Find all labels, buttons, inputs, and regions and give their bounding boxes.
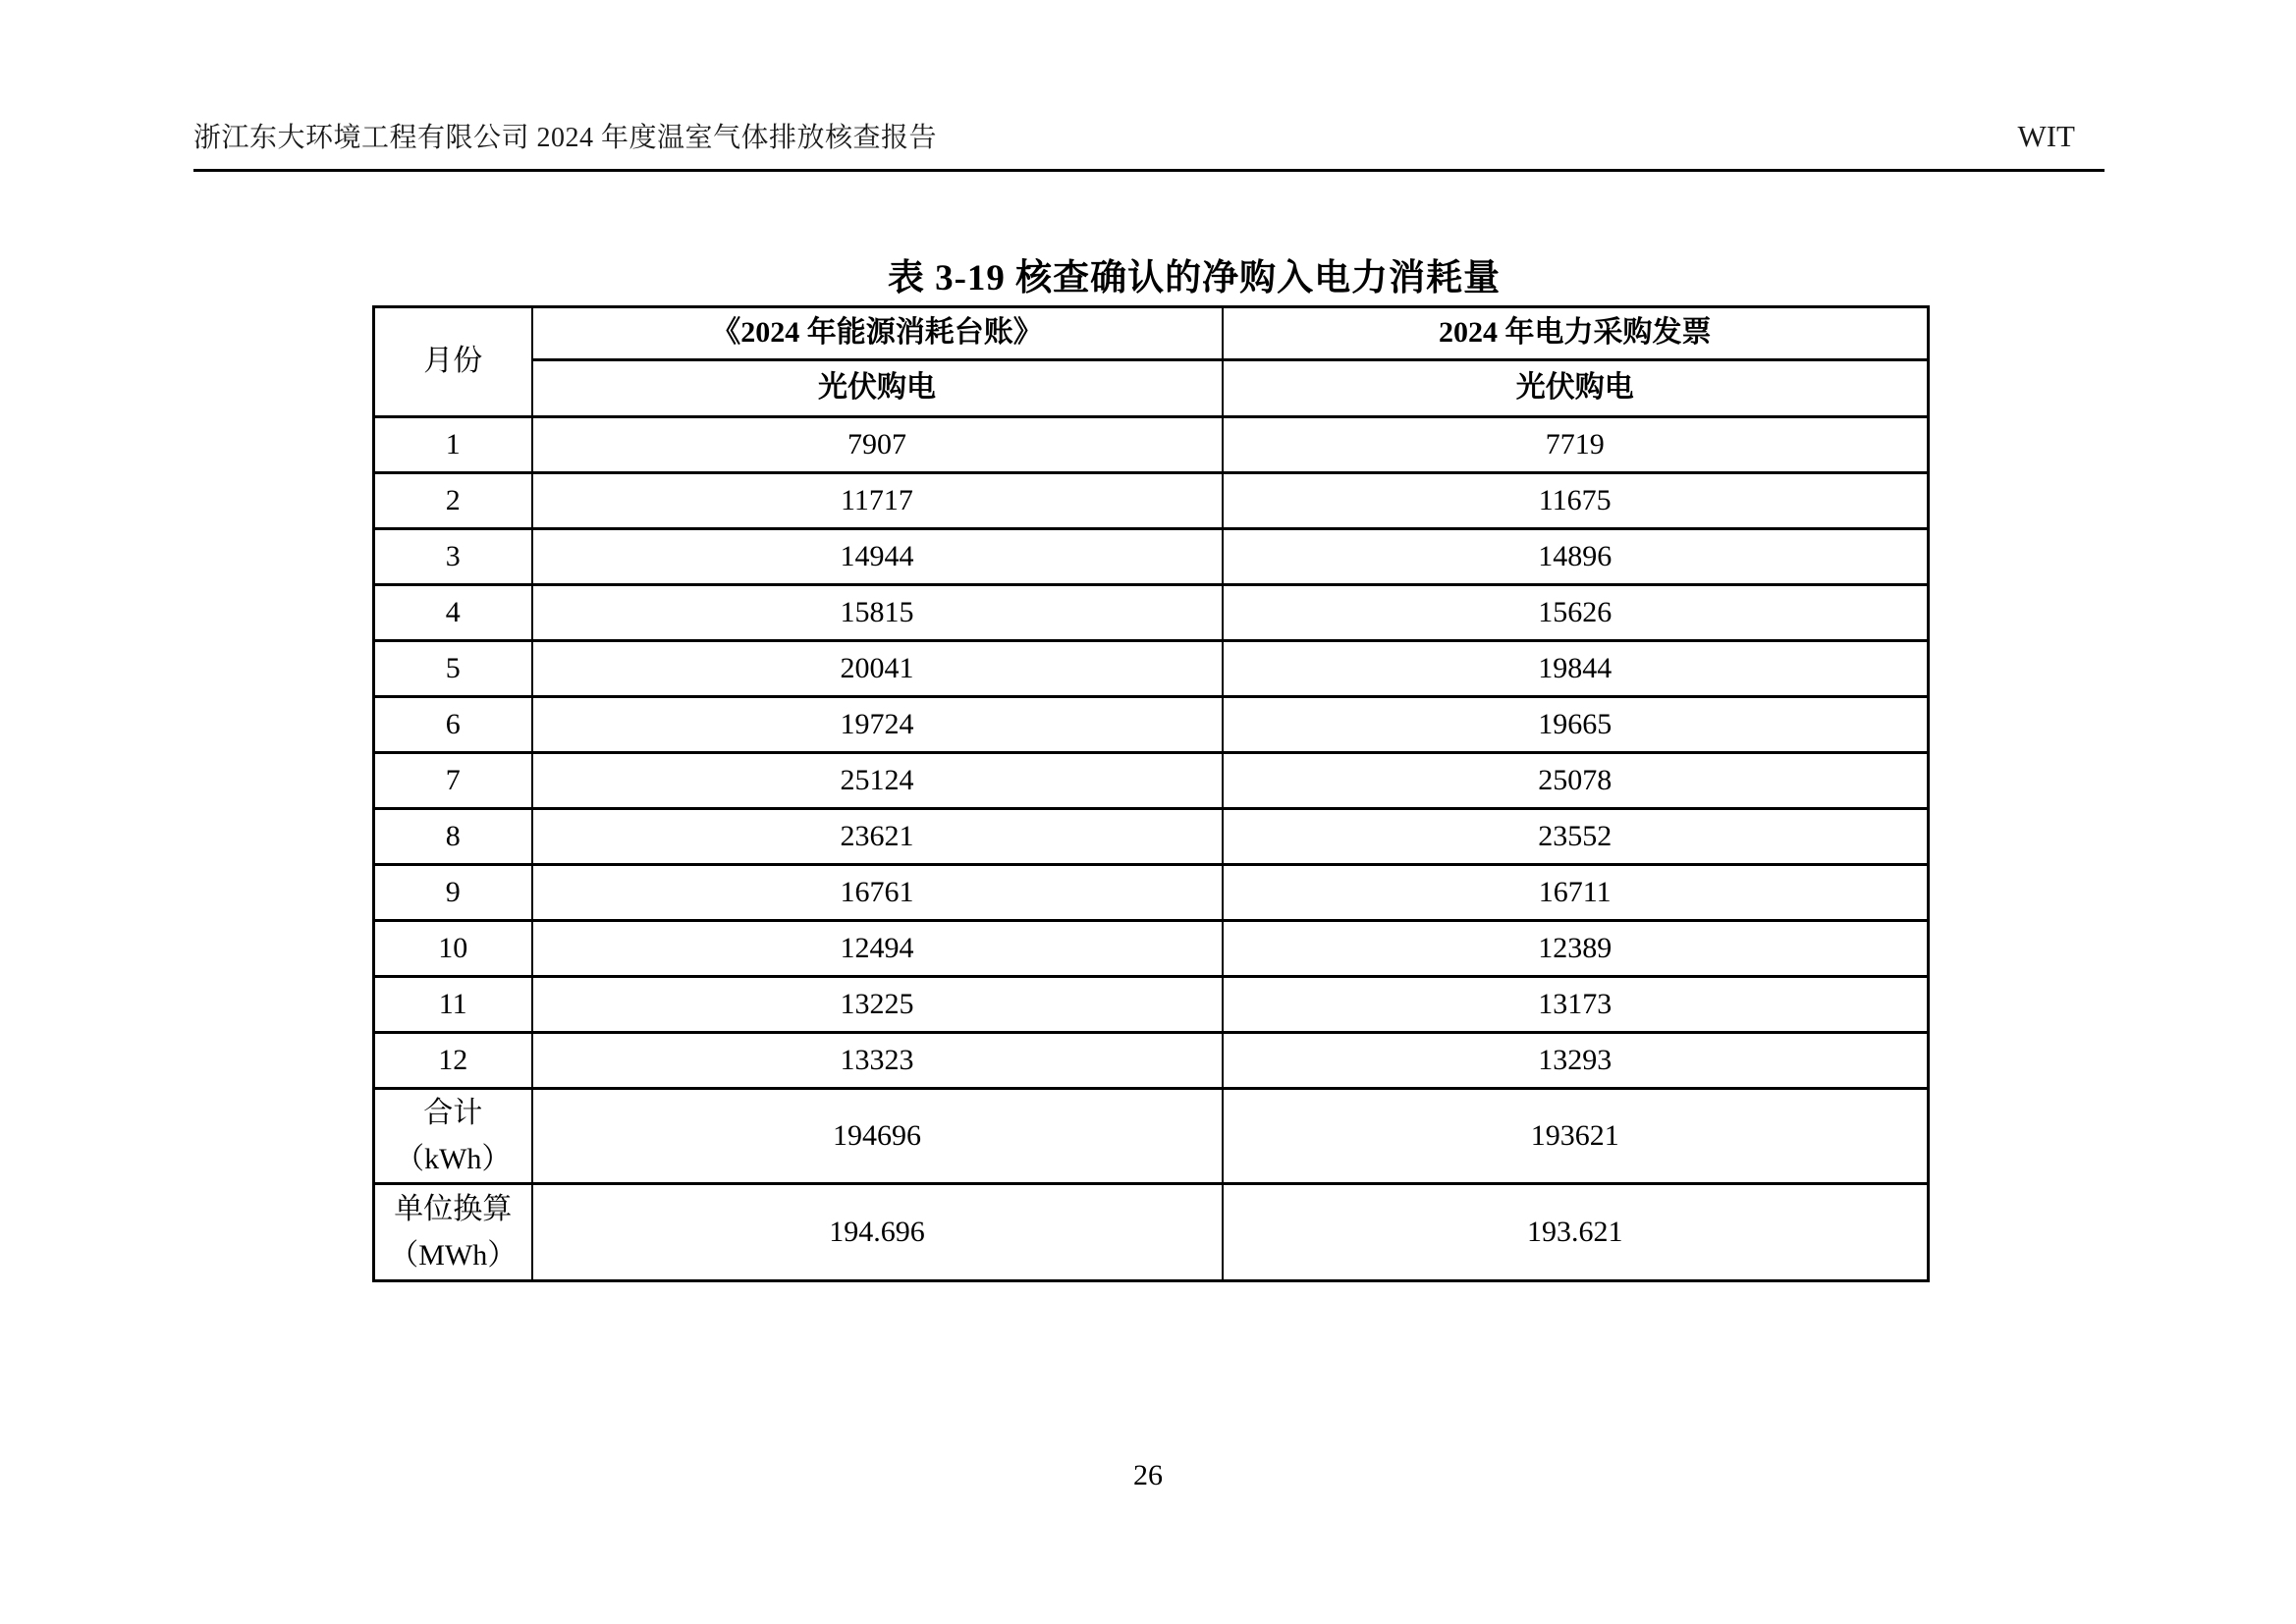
ledger-value-cell: 16761 bbox=[532, 865, 1223, 921]
month-cell: 6 bbox=[374, 697, 532, 753]
ledger-value-cell: 14944 bbox=[532, 529, 1223, 585]
table-row-month-10 bbox=[374, 921, 1929, 977]
table-row-month-1 bbox=[374, 417, 1929, 473]
sub-header-row bbox=[374, 360, 1929, 417]
total-row bbox=[374, 1089, 1929, 1184]
conversion-label-line2: （MWh） bbox=[389, 1239, 518, 1272]
document-header bbox=[193, 116, 2105, 155]
invoice-value-cell: 19665 bbox=[1223, 697, 1929, 753]
invoice-value-cell: 12389 bbox=[1223, 921, 1929, 977]
invoice-value-cell: 13173 bbox=[1223, 977, 1929, 1033]
total-invoice-cell: 193621 bbox=[1223, 1089, 1929, 1184]
month-cell: 8 bbox=[374, 809, 532, 865]
invoice-value-cell: 11675 bbox=[1223, 473, 1929, 529]
ledger-sub-header: 光伏购电 bbox=[532, 360, 1223, 417]
group-header-row bbox=[374, 307, 1929, 360]
month-cell: 4 bbox=[374, 585, 532, 641]
conversion-ledger-cell: 194.696 bbox=[532, 1184, 1223, 1281]
month-cell: 3 bbox=[374, 529, 532, 585]
ledger-value-cell: 12494 bbox=[532, 921, 1223, 977]
total-label-line1: 合计 bbox=[423, 1097, 483, 1129]
ledger-value-cell: 11717 bbox=[532, 473, 1223, 529]
invoice-value-cell: 15626 bbox=[1223, 585, 1929, 641]
unit-conversion-row bbox=[374, 1184, 1929, 1281]
month-cell: 7 bbox=[374, 753, 532, 809]
ledger-group-header: 《2024 年能源消耗台账》 bbox=[532, 307, 1223, 360]
table-row-month-3 bbox=[374, 529, 1929, 585]
conversion-invoice-cell: 193.621 bbox=[1223, 1184, 1929, 1281]
table-row-month-5 bbox=[374, 641, 1929, 697]
table-row-month-9 bbox=[374, 865, 1929, 921]
month-cell: 1 bbox=[374, 417, 532, 473]
ledger-value-cell: 20041 bbox=[532, 641, 1223, 697]
header-logo-text: WIT bbox=[2017, 119, 2075, 153]
table-row-month-7 bbox=[374, 753, 1929, 809]
invoice-value-cell: 14896 bbox=[1223, 529, 1929, 585]
invoice-value-cell: 16711 bbox=[1223, 865, 1929, 921]
ledger-value-cell: 25124 bbox=[532, 753, 1223, 809]
month-cell: 9 bbox=[374, 865, 532, 921]
header-rule bbox=[193, 169, 2105, 172]
invoice-value-cell: 23552 bbox=[1223, 809, 1929, 865]
invoice-sub-header: 光伏购电 bbox=[1223, 360, 1929, 417]
table-row-month-12 bbox=[374, 1033, 1929, 1089]
table-row-month-11 bbox=[374, 977, 1929, 1033]
month-cell: 5 bbox=[374, 641, 532, 697]
invoice-value-cell: 7719 bbox=[1223, 417, 1929, 473]
page-number: 26 bbox=[1133, 1459, 1163, 1491]
table-row-month-2 bbox=[374, 473, 1929, 529]
table-row-month-4 bbox=[374, 585, 1929, 641]
conversion-label-cell bbox=[374, 1184, 532, 1281]
table-caption: 表 3-19 核查确认的净购入电力消耗量 bbox=[887, 258, 1502, 298]
total-label-cell bbox=[374, 1089, 532, 1184]
invoice-value-cell: 13293 bbox=[1223, 1033, 1929, 1089]
table-row-month-8 bbox=[374, 809, 1929, 865]
month-cell: 11 bbox=[374, 977, 532, 1033]
ledger-value-cell: 7907 bbox=[532, 417, 1223, 473]
month-cell: 2 bbox=[374, 473, 532, 529]
total-label-line2: （kWh） bbox=[395, 1143, 512, 1175]
table-row-month-6 bbox=[374, 697, 1929, 753]
month-cell: 12 bbox=[374, 1033, 532, 1089]
month-cell: 10 bbox=[374, 921, 532, 977]
header-document-title: 浙江东大环境工程有限公司 2024 年度温室气体排放核查报告 bbox=[193, 123, 938, 153]
electricity-consumption-table bbox=[372, 305, 1930, 1282]
invoice-value-cell: 25078 bbox=[1223, 753, 1929, 809]
invoice-value-cell: 19844 bbox=[1223, 641, 1929, 697]
invoice-group-header: 2024 年电力采购发票 bbox=[1223, 307, 1929, 360]
total-ledger-cell: 194696 bbox=[532, 1089, 1223, 1184]
month-column-header: 月份 bbox=[374, 307, 532, 417]
ledger-value-cell: 19724 bbox=[532, 697, 1223, 753]
ledger-value-cell: 13225 bbox=[532, 977, 1223, 1033]
ledger-value-cell: 15815 bbox=[532, 585, 1223, 641]
ledger-value-cell: 23621 bbox=[532, 809, 1223, 865]
conversion-label-line1: 单位换算 bbox=[394, 1193, 513, 1225]
ledger-value-cell: 13323 bbox=[532, 1033, 1223, 1089]
